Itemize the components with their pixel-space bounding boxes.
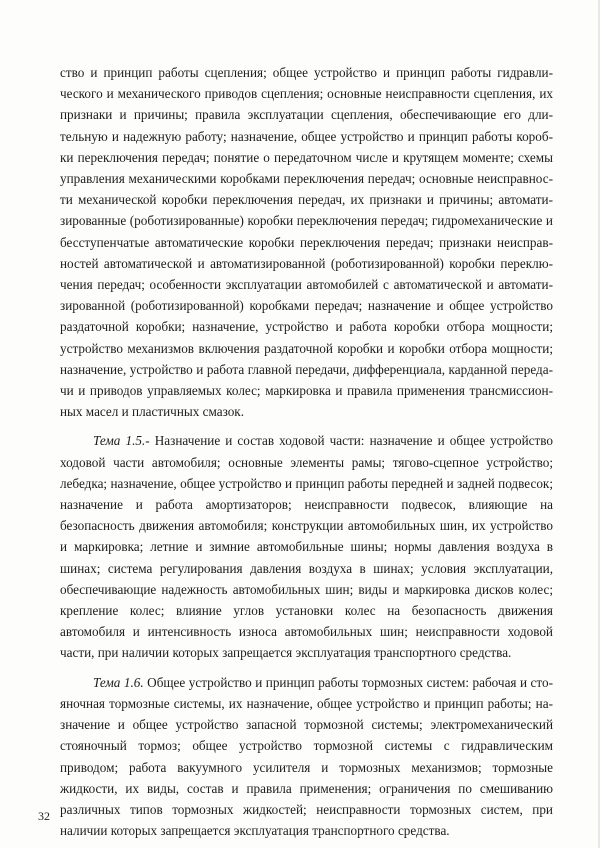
theme-1-5-body: - Назначение и состав ходовой части: назначение и общее устройство ходовой части автомобиля; основные элементы рамы; тягово-сцепное устройство; лебедка; назначение, общее устройство и принцип работы передней и задней подвесок; назначение и работа амортизаторов; неисправности подвесок, влияющие на безопасность движения автомобиля; конструкции автомобильных шин, их устройство и маркировка; летние и зимние автомобильные шины; нормы давления воздуха в шинах; система регулирования давления воздуха в шинах; условия эксплуатации, обеспечивающие надежность автомобильных шин; виды и маркировка дисков колес; крепление колес; влияние углов установки колес на безопасность движения автомобиля и интенсивность износа автомобильных шин; неисправности ходовой части, при наличии которых запрещается эксплуатация транспортного средства. [60,433,553,661]
paragraph-transmission: ство и принцип работы сцепления; общее устройство и принцип работы гидравлического и механического приводов сцепления; основные неисправности сцепления, их признаки и причины; правила эксплуатации сцепления, обеспечивающие его длительную и надежную работу; назначение, общее устройство и принцип работы коробки переключения передач; понятие о передаточном числе и крутящем моменте; схемы управления механическими коробками переключения передач; основные неисправности механической коробки переключения передач, их признаки и причины; автоматизированные (роботизированные) коробки переключения передач; гидромеханические и бесступенчатые автоматические коробки переключения передач; признаки неисправностей автоматической и автоматизированной (роботизированной) коробки переключения передач; особенности эксплуатации автомобилей с автоматической и автоматизированной (роботизированной) коробками передач; назначение и общее устройство раздаточной коробки; назначение, устройство и работа коробки отбора мощности; устройство механизмов включения раздаточной коробки и коробки отбора мощности; назначение, устройство и работа главной передачи, дифференциала, карданной передачи и приводов управляемых колес; маркировка и правила применения трансмиссионных масел и пластичных смазок. [60,65,553,420]
theme-1-6-body: Общее устройство и принцип работы тормозных систем: рабочая и стояночная тормозные системы, их назначение, общее устройство и принцип работы; назначение и общее устройство запасной тормозной системы; электромеханический стояночный тормоз; общее устройство тормозной системы с гидравлическим приводом; работа вакуумного усилителя и тормозных механизмов; тормозные жидкости, их виды, состав и правила применения; ограничения по смешиванию различных типов тормозных жидкостей; неисправности тормозных систем, при наличии которых запрещается эксплуатация транспортного средства. [60,674,553,839]
theme-1-5-label: Тема 1.5. [93,433,146,449]
paragraph-running-gear [60,430,553,663]
body-text [60,62,553,841]
paragraph-brake-systems [60,672,553,842]
theme-1-6-label: Тема 1.6. [93,674,144,690]
page-number: 32 [38,809,50,823]
